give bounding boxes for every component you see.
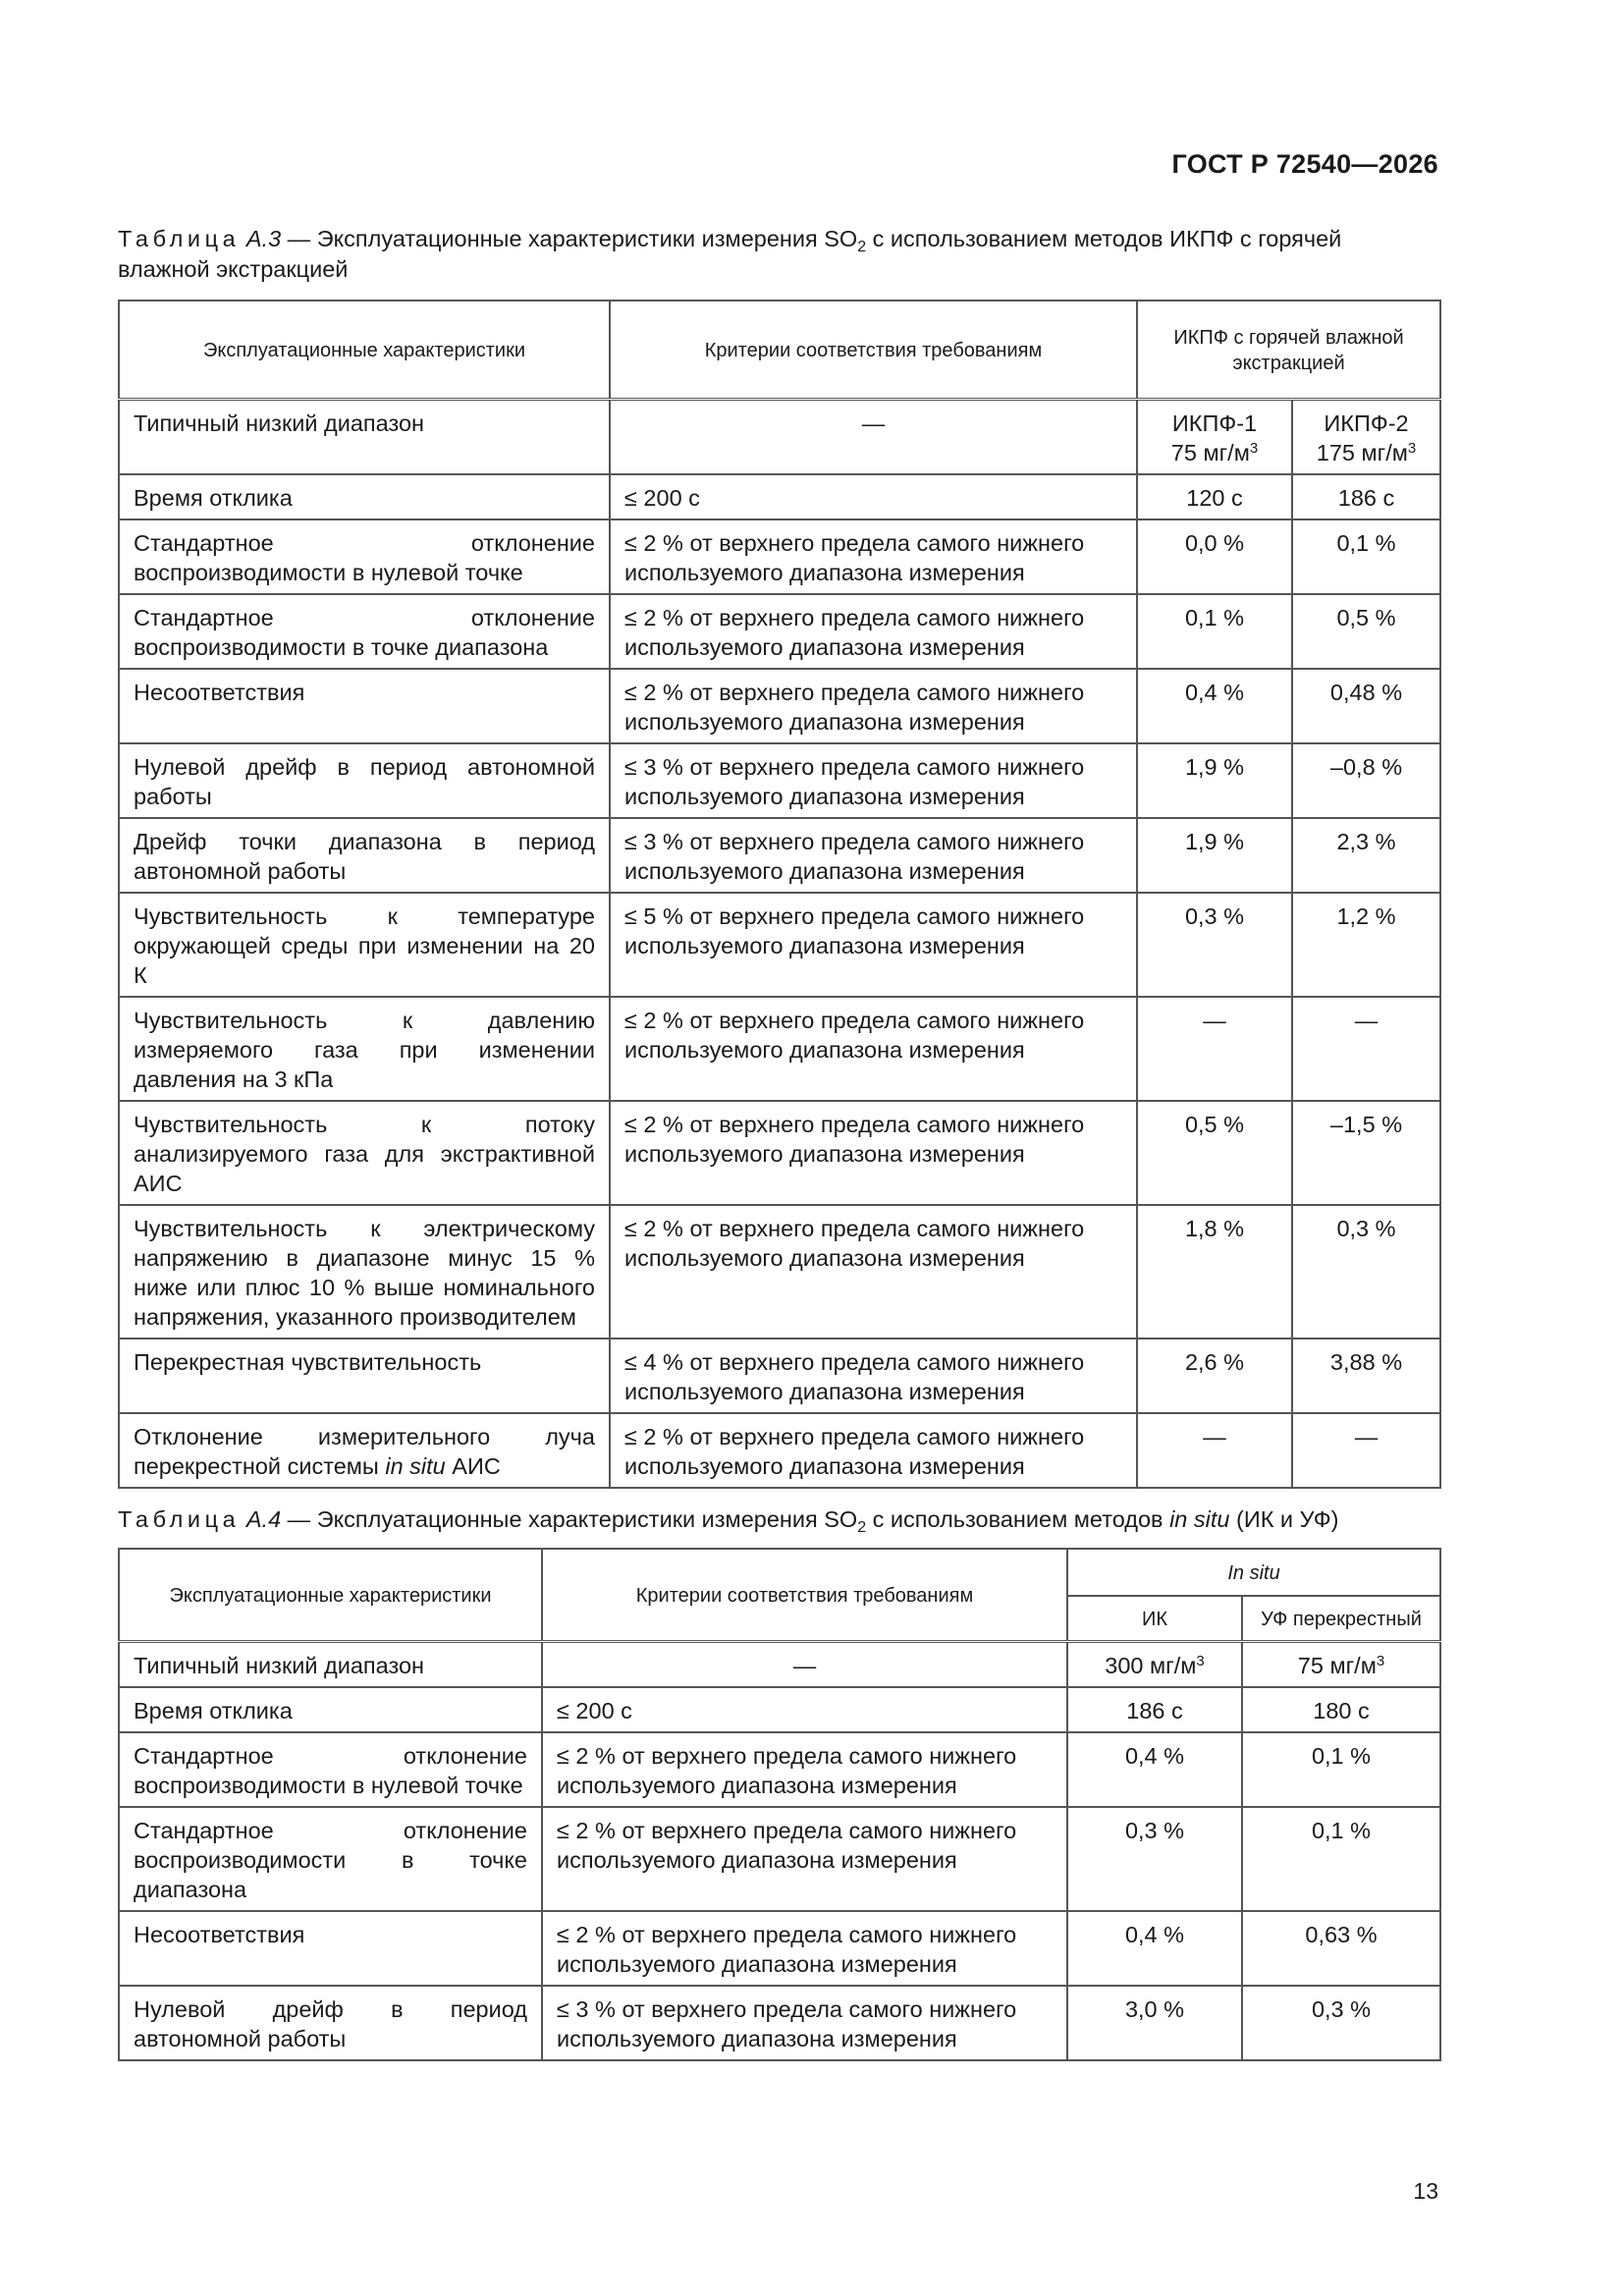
cell-v2: 0,3 % xyxy=(1292,1205,1440,1339)
label-part: Отклонение измерительного луча перекрестной системы xyxy=(134,1423,595,1479)
v2-value: 75 мг/м xyxy=(1297,1652,1377,1678)
cell-v2: 0,1 % xyxy=(1292,519,1440,594)
cell-criteria: — xyxy=(610,399,1137,474)
table-a3-body xyxy=(119,474,1440,1413)
cell-col2 xyxy=(1292,399,1440,474)
cell-criteria: ≤ 2 % от верхнего предела самого нижнего используемого диапазона измерения xyxy=(610,669,1137,743)
cell-label: Несоответствия xyxy=(119,669,610,743)
cell-v1: 186 с xyxy=(1067,1687,1242,1732)
cell-label: Чувствительность к потоку анализируемого газа для экстрактивной АИС xyxy=(119,1101,610,1205)
caption-number: А.3 xyxy=(245,226,282,251)
cell-label: Нулевой дрейф в период автономной работы xyxy=(119,1986,542,2060)
table-row xyxy=(119,519,1440,594)
label-end: АИС xyxy=(445,1452,501,1479)
cell-criteria: — xyxy=(542,1641,1067,1687)
col1-name: ИКПФ-1 xyxy=(1171,410,1258,436)
table-row xyxy=(119,1101,1440,1205)
cell-label: Стандартное отклонение воспроизводимости в нулевой точке xyxy=(119,1732,542,1807)
cell-v1: 2,6 % xyxy=(1137,1339,1292,1413)
cell-v1: 1,8 % xyxy=(1137,1205,1292,1339)
header-group: ИКПФ с горячей влажной экстракцией xyxy=(1137,301,1440,399)
cell-v1 xyxy=(1067,1641,1242,1687)
caption-label: Таблица xyxy=(118,226,241,251)
table-row xyxy=(119,1205,1440,1339)
header-col2: УФ перекрестный xyxy=(1242,1596,1440,1641)
cell-label: Стандартное отклонение воспроизводимости в нулевой точке xyxy=(119,519,610,594)
cell-v1: 0,3 % xyxy=(1137,893,1292,997)
cell-v1: 0,4 % xyxy=(1137,669,1292,743)
cell-v2: 0,1 % xyxy=(1242,1732,1440,1807)
cell-v2: — xyxy=(1292,1413,1440,1488)
unit-sup: 3 xyxy=(1376,1652,1385,1669)
cell-criteria: ≤ 2 % от верхнего предела самого нижнего используемого диапазона измерения xyxy=(610,1413,1137,1488)
table-row xyxy=(119,818,1440,893)
cell-v2: –0,8 % xyxy=(1292,743,1440,818)
header-characteristics: Эксплуатационные характеристики xyxy=(119,301,610,399)
table-row-range xyxy=(119,399,1440,474)
cell-label: Стандартное отклонение воспроизводимости в точке диапазона xyxy=(119,1807,542,1911)
cell-label: Типичный низкий диапазон xyxy=(119,399,610,474)
cell-v1: 0,1 % xyxy=(1137,594,1292,669)
table-row xyxy=(119,893,1440,997)
header-col1: ИК xyxy=(1067,1596,1242,1641)
cell-label: Чувствительность к температуре окружающей среды при изменении на 20 К xyxy=(119,893,610,997)
caption-text-mid: с использованием методов xyxy=(866,1506,1170,1532)
table-row xyxy=(119,1911,1440,1986)
cell-label: Время отклика xyxy=(119,474,610,519)
cell-criteria: ≤ 2 % от верхнего предела самого нижнего используемого диапазона измерения xyxy=(542,1911,1067,1986)
cell-col1 xyxy=(1137,399,1292,474)
cell-label: Чувствительность к давлению измеряемого газа при изменении давления на 3 кПа xyxy=(119,997,610,1101)
page-number: 13 xyxy=(1413,2178,1438,2204)
label-italic: in situ xyxy=(385,1452,446,1479)
table-a4-caption xyxy=(118,1504,1438,1535)
cell-label: Дрейф точки диапазона в период автономной работы xyxy=(119,818,610,893)
caption-text-end: (ИК и УФ) xyxy=(1229,1506,1339,1532)
cell-criteria: ≤ 2 % от верхнего предела самого нижнего используемого диапазона измерения xyxy=(610,519,1137,594)
header-criteria: Критерии соответствия требованиям xyxy=(610,301,1137,399)
cell-label xyxy=(119,1413,610,1488)
caption-label: Таблица xyxy=(118,1506,241,1532)
col2-name: ИКПФ-2 xyxy=(1324,410,1409,436)
cell-v1: 1,9 % xyxy=(1137,743,1292,818)
caption-text: — Эксплуатационные характеристики измерения SO xyxy=(281,226,858,251)
cell-label: Нулевой дрейф в период автономной работы xyxy=(119,743,610,818)
cell-criteria: ≤ 2 % от верхнего предела самого нижнего используемого диапазона измерения xyxy=(610,1205,1137,1339)
table-a4 xyxy=(118,1548,1441,2061)
cell-criteria: ≤ 3 % от верхнего предела самого нижнего используемого диапазона измерения xyxy=(542,1986,1067,2060)
table-row xyxy=(119,1339,1440,1413)
cell-label: Чувствительность к электрическому напряжению в диапазоне минус 15 % ниже или плюс 10 % выше номинального напряжения, указанного производителем xyxy=(119,1205,610,1339)
unit-sup: 3 xyxy=(1407,439,1417,457)
cell-label: Типичный низкий диапазон xyxy=(119,1641,542,1687)
cell-v2: 180 с xyxy=(1242,1687,1440,1732)
cell-v1: 1,9 % xyxy=(1137,818,1292,893)
table-row xyxy=(119,1732,1440,1807)
caption-text: — Эксплуатационные характеристики измерения SO xyxy=(281,1506,858,1532)
cell-v1: 0,0 % xyxy=(1137,519,1292,594)
cell-criteria: ≤ 2 % от верхнего предела самого нижнего используемого диапазона измерения xyxy=(610,1101,1137,1205)
cell-v2: 0,63 % xyxy=(1242,1911,1440,1986)
col1-value: 75 мг/м xyxy=(1170,439,1250,465)
table-row xyxy=(119,669,1440,743)
col2-value: 175 мг/м xyxy=(1316,439,1408,465)
cell-criteria: ≤ 2 % от верхнего предела самого нижнего используемого диапазона измерения xyxy=(610,997,1137,1101)
col1-value-wrap xyxy=(1152,438,1277,467)
table-row xyxy=(119,1807,1440,1911)
cell-v2: 186 с xyxy=(1292,474,1440,519)
cell-criteria: ≤ 2 % от верхнего предела самого нижнего используемого диапазона измерения xyxy=(542,1732,1067,1807)
cell-v2: — xyxy=(1292,997,1440,1101)
cell-v1: 0,4 % xyxy=(1067,1732,1242,1807)
table-row-last xyxy=(119,1413,1440,1488)
cell-v2 xyxy=(1242,1641,1440,1687)
cell-v2: 1,2 % xyxy=(1292,893,1440,997)
header-criteria: Критерии соответствия требованиям xyxy=(542,1549,1067,1641)
table-row xyxy=(119,997,1440,1101)
table-a3 xyxy=(118,300,1441,1489)
cell-v1: 0,4 % xyxy=(1067,1911,1242,1986)
cell-v2: 0,5 % xyxy=(1292,594,1440,669)
cell-v1: 120 с xyxy=(1137,474,1292,519)
cell-label: Перекрестная чувствительность xyxy=(119,1339,610,1413)
caption-text-end: с использованием методов ИКПФ с горячей влажной экстракцией xyxy=(118,226,1342,282)
header-group: In situ xyxy=(1067,1549,1440,1596)
caption-italic: in situ xyxy=(1169,1506,1230,1532)
cell-v1: — xyxy=(1137,997,1292,1101)
cell-criteria: ≤ 2 % от верхнего предела самого нижнего используемого диапазона измерения xyxy=(542,1807,1067,1911)
unit-sup: 3 xyxy=(1249,439,1259,457)
cell-criteria: ≤ 2 % от верхнего предела самого нижнего используемого диапазона измерения xyxy=(610,594,1137,669)
cell-criteria: ≤ 200 с xyxy=(542,1687,1067,1732)
header-characteristics: Эксплуатационные характеристики xyxy=(119,1549,542,1641)
document-code: ГОСТ Р 72540—2026 xyxy=(1171,149,1438,179)
unit-sup: 3 xyxy=(1196,1652,1205,1669)
cell-label: Время отклика xyxy=(119,1687,542,1732)
table-a4-body xyxy=(119,1687,1440,2060)
cell-criteria: ≤ 200 с xyxy=(610,474,1137,519)
cell-v1: 3,0 % xyxy=(1067,1986,1242,2060)
cell-v1: — xyxy=(1137,1413,1292,1488)
caption-number: А.4 xyxy=(245,1506,282,1532)
table-row xyxy=(119,474,1440,519)
table-row-range xyxy=(119,1641,1440,1687)
cell-v2: 0,3 % xyxy=(1242,1986,1440,2060)
cell-criteria: ≤ 3 % от верхнего предела самого нижнего используемого диапазона измерения xyxy=(610,743,1137,818)
cell-v2: 3,88 % xyxy=(1292,1339,1440,1413)
cell-label: Несоответствия xyxy=(119,1911,542,1986)
cell-v2: 2,3 % xyxy=(1292,818,1440,893)
v1-value: 300 мг/м xyxy=(1105,1652,1197,1678)
cell-criteria: ≤ 4 % от верхнего предела самого нижнего используемого диапазона измерения xyxy=(610,1339,1137,1413)
table-row xyxy=(119,1687,1440,1732)
cell-criteria: ≤ 3 % от верхнего предела самого нижнего используемого диапазона измерения xyxy=(610,818,1137,893)
table-row xyxy=(119,1986,1440,2060)
cell-criteria: ≤ 5 % от верхнего предела самого нижнего используемого диапазона измерения xyxy=(610,893,1137,997)
table-row xyxy=(119,594,1440,669)
cell-label: Стандартное отклонение воспроизводимости в точке диапазона xyxy=(119,594,610,669)
table-row xyxy=(119,743,1440,818)
cell-v1: 0,5 % xyxy=(1137,1101,1292,1205)
cell-v2: 0,48 % xyxy=(1292,669,1440,743)
col2-value-wrap xyxy=(1307,438,1426,467)
table-a3-caption xyxy=(118,224,1438,285)
cell-v2: –1,5 % xyxy=(1292,1101,1440,1205)
caption-subscript: 2 xyxy=(857,1519,867,1536)
cell-v2: 0,1 % xyxy=(1242,1807,1440,1911)
caption-subscript: 2 xyxy=(857,239,867,255)
cell-v1: 0,3 % xyxy=(1067,1807,1242,1911)
